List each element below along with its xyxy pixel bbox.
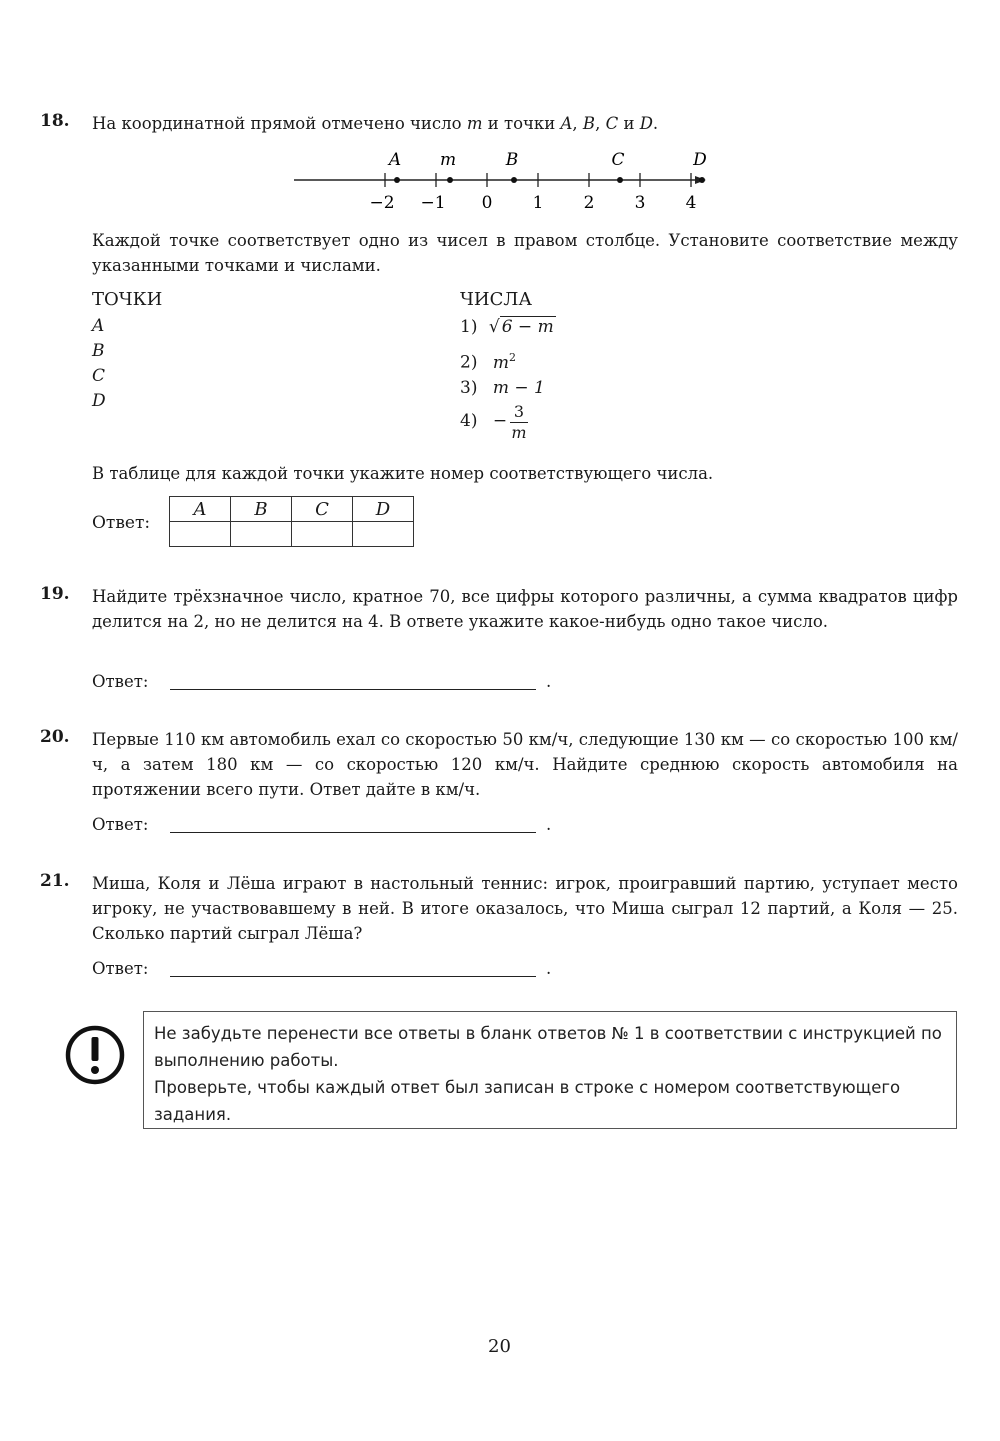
intro-and: и точки [487, 114, 556, 133]
exclamation-circle-icon [64, 1024, 126, 1086]
answer-header-b: B [231, 497, 292, 522]
task-text: Миша, Коля и Лёша играют в настольный теннис: игрок, проигравший партию, уступает место игроку, не участвовавшему в ней. В итоге оказалось, что Миша сыграл 12 партий, а Коля — 25. Сколько партий сыграл Лёша? [92, 874, 958, 943]
answer-cell-c[interactable] [292, 522, 353, 547]
task-text: Первые 110 км автомобиль ехал со скоростью 50 км/ч, следующие 130 км — со скоростью 100 км/ч, а затем 180 км — со скоростью 120 км/ч. Найдите среднюю скорость автомобиля на протяжении всего пути. Ответ дайте в км/ч. [92, 730, 958, 799]
point-label: A [388, 150, 402, 170]
answer-header-d: D [353, 497, 414, 522]
option-4-minus: − [492, 411, 508, 431]
tick-label: 3 [634, 193, 646, 213]
notice-line-1: Не забудьте перенести все ответы в бланк ответов № 1 в соответствии с инструкцией по выполнению работы. [154, 1024, 942, 1070]
point-item-c: C [92, 366, 106, 386]
point-a-label: A [560, 114, 573, 133]
answer-line [92, 959, 552, 978]
answer-label: Ответ: [92, 959, 149, 978]
option-4 [460, 411, 507, 431]
points-header: ТОЧКИ [92, 289, 163, 310]
intro-text: На координатной прямой отмечено число [92, 114, 462, 133]
answer-table-header-row [170, 497, 414, 522]
option-3-expr: m − 1 [492, 378, 545, 398]
answer-field[interactable] [170, 976, 536, 977]
comma: , [595, 114, 601, 133]
point-marker [511, 177, 517, 183]
point-item-d: D [92, 391, 106, 411]
task-21 [40, 871, 958, 981]
option-1-expr: 6 − m [501, 317, 554, 337]
answer-field[interactable] [170, 689, 536, 690]
task-18 [40, 111, 958, 551]
task-intro [92, 111, 958, 136]
point-item-b: B [92, 341, 105, 361]
option-2 [460, 351, 516, 373]
fraction-denominator: m [511, 423, 527, 442]
answer-line [92, 815, 552, 834]
point-item-a: A [92, 316, 105, 336]
point-d-label: D [639, 114, 653, 133]
point-label: m [439, 150, 457, 170]
option-1-num: 1) [460, 317, 478, 337]
numbers-header: ЧИСЛА [460, 289, 533, 310]
task-number: 20. [40, 727, 70, 747]
answer-table-input-row [170, 522, 414, 547]
answer-cell-a[interactable] [170, 522, 231, 547]
tick-label: −2 [369, 193, 395, 213]
task-19 [40, 584, 958, 694]
notice-line-2: Проверьте, чтобы каждый ответ был записан в строке с номером соответствующего задания. [154, 1078, 901, 1124]
point-label: B [505, 150, 519, 170]
answer-cell-b[interactable] [231, 522, 292, 547]
point-c-label: C [605, 114, 619, 133]
conj-and: и [623, 114, 635, 133]
option-2-base: m [492, 352, 509, 373]
tick-label: 1 [532, 193, 544, 213]
option-3-num: 3) [460, 378, 478, 398]
point-label: C [611, 150, 625, 170]
answer-field[interactable] [170, 832, 536, 833]
task-instruction: Каждой точке соответствует одно из чисел в правом столбце. Установите соответствие между указанными точками и числами. [92, 231, 958, 275]
sqrt-sign: √ [488, 317, 500, 337]
tick-label: 2 [583, 193, 595, 213]
point-marker [394, 177, 400, 183]
task-number: 19. [40, 584, 70, 604]
point-b-label: B [582, 114, 596, 133]
answer-end: . [546, 672, 552, 691]
comma: , [572, 114, 578, 133]
number-line [290, 146, 710, 216]
answer-label: Ответ: [92, 513, 151, 533]
answer-header-a: A [170, 497, 231, 522]
point-marker [447, 177, 453, 183]
tick-label: 4 [685, 193, 697, 213]
point-marker [699, 177, 705, 183]
tick-label: 0 [481, 193, 493, 213]
answer-label: Ответ: [92, 672, 149, 691]
answer-header-c: C [292, 497, 353, 522]
notice-box [143, 1011, 957, 1129]
option-3 [460, 378, 545, 398]
end-dot: . [652, 114, 659, 133]
option-2-exp: 2 [508, 351, 516, 364]
task-text: Найдите трёхзначное число, кратное 70, все цифры которого различны, а сумма квадратов цифр делится на 2, но не делится на 4. В ответе укажите какое-нибудь одно такое число. [92, 587, 958, 631]
table-instruction: В таблице для каждой точки укажите номер соответствующего числа. [92, 464, 714, 483]
task-number: 21. [40, 871, 70, 891]
page-number: 20 [488, 1336, 511, 1357]
option-4-num: 4) [460, 411, 478, 431]
var-m: m [466, 114, 483, 133]
tick-label: −1 [420, 193, 446, 213]
task-number: 18. [40, 111, 70, 131]
point-marker [617, 177, 623, 183]
fraction [510, 402, 528, 443]
point-label: D [693, 150, 707, 170]
answer-cell-d[interactable] [353, 522, 414, 547]
task-20 [40, 727, 958, 837]
answer-label: Ответ: [92, 815, 149, 834]
answer-end: . [546, 959, 552, 978]
answer-table [169, 496, 414, 547]
option-1 [460, 317, 556, 337]
answer-end: . [546, 815, 552, 834]
fraction-numerator: 3 [510, 402, 528, 423]
option-2-num: 2) [460, 352, 478, 373]
answer-line [92, 672, 552, 691]
